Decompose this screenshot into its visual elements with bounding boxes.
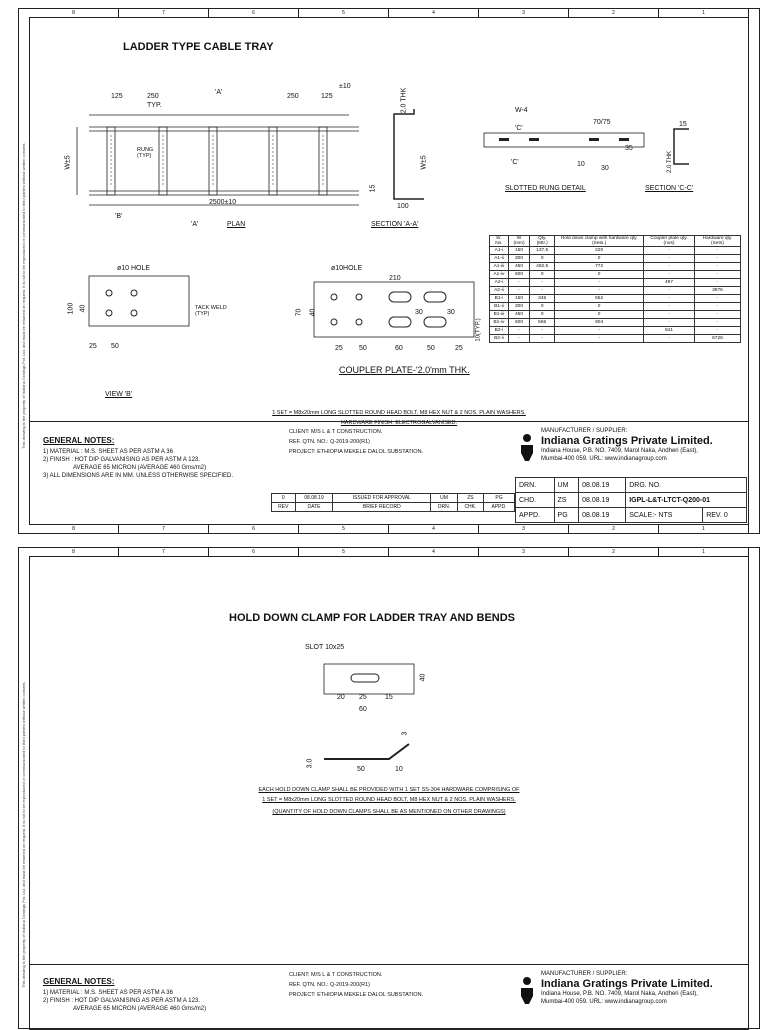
clamp-note-3: (QUANTITY OF HOLD DOWN CLAMPS SHALL BE AS MENTIONED ON OTHER DRAWINGS) bbox=[272, 809, 506, 815]
rev-cell: ISSUED FOR APPROVAL bbox=[333, 494, 431, 503]
bom-cell: 300 bbox=[508, 303, 529, 311]
appd-date: 08.08.19 bbox=[579, 508, 626, 523]
bom-cell: - bbox=[555, 287, 644, 295]
bom-cell: - bbox=[644, 287, 695, 295]
bom-cell: 137.5 bbox=[530, 247, 555, 255]
bom-header: Sr. No. bbox=[490, 236, 509, 247]
bottom-ruler: 8 7 6 5 4 3 2 1 bbox=[29, 524, 749, 533]
view-b-100: 100 bbox=[67, 302, 75, 315]
coupler-50b: 50 bbox=[427, 345, 435, 352]
section-cc-drawing bbox=[659, 124, 699, 174]
bom-row bbox=[490, 255, 741, 263]
note-1: 1) MATERIAL : M.S. SHEET AS PER ASTM A 36 bbox=[43, 990, 173, 996]
bom-cell: - bbox=[644, 335, 695, 343]
company-logo-icon bbox=[519, 976, 535, 1004]
bom-cell: 0 bbox=[555, 311, 644, 319]
bom-cell: 600 bbox=[508, 271, 529, 279]
clamp-thk: 3.0 bbox=[306, 758, 314, 769]
bom-cell: - bbox=[555, 279, 644, 287]
bom-cell: - bbox=[508, 287, 529, 295]
rev-header: CHK. bbox=[457, 503, 483, 512]
bom-cell: - bbox=[644, 319, 695, 327]
company-name: Indiana Gratings Private Limited. bbox=[541, 435, 713, 447]
bom-cell: B1-i bbox=[490, 295, 509, 303]
client-block bbox=[289, 970, 423, 1000]
bom-cell: 220 bbox=[555, 247, 644, 255]
rev-cell: 08.08.19 bbox=[295, 494, 333, 503]
coupler-40: 40 bbox=[309, 308, 317, 317]
rev-cell: PG bbox=[484, 494, 515, 503]
drg-label: DRG. NO. bbox=[626, 478, 747, 493]
bom-cell: B1-iv bbox=[490, 319, 509, 327]
bom-row bbox=[490, 271, 741, 279]
chd-label: CHD. bbox=[516, 493, 555, 508]
bom-cell: - bbox=[694, 279, 740, 287]
side-disclaimer: This drawing is the property of Indiana Gratings Pvt. Ltd. and must be returned on request. It is not to be reproduced or communicated to third parties without written consent. bbox=[21, 681, 26, 988]
dim-125-right: 125 bbox=[321, 93, 333, 100]
section-a-bottom: 'A' bbox=[191, 221, 199, 228]
bom-cell: A1-iii bbox=[490, 263, 509, 271]
section-aa-thk: 2.0 THK bbox=[400, 87, 408, 114]
coupler-30a: 30 bbox=[415, 309, 423, 316]
company-address-1: Indiana House, P.B. NO. 7409, Marol Naka, Andheri (East), bbox=[541, 448, 698, 454]
coupler-typ: 10(TYP.) bbox=[475, 318, 482, 342]
client-name: CLIENT: M/S L & T CONSTRUCTION. bbox=[289, 972, 383, 978]
rev-header: REV bbox=[272, 503, 296, 512]
bom-row bbox=[490, 295, 741, 303]
hardware-note: 1 SET = M8x20mm LONG SLOTTED ROUND HEAD BOLT, M8 HEX NUT & 2 NOS. PLAIN WASHERS. bbox=[272, 410, 526, 416]
rev-header: BRIEF RECORD bbox=[333, 503, 431, 512]
bom-row bbox=[490, 319, 741, 327]
client-ref: REF. QTN. NO.: Q-2019-200(R1) bbox=[289, 439, 370, 445]
view-b-25: 25 bbox=[89, 343, 97, 350]
manufacturer-block bbox=[519, 427, 749, 463]
bom-row bbox=[490, 335, 741, 343]
rev-header: APPD. bbox=[484, 503, 515, 512]
cc-thk: 2.0 THK bbox=[666, 151, 673, 173]
client-name: CLIENT: M/S L & T CONSTRUCTION. bbox=[289, 429, 383, 435]
bom-header: Hold down clamp with hardware qty. (Sets.) bbox=[555, 236, 644, 247]
company-address-2: Mumbai-400 059. URL: www.indianagroup.com bbox=[541, 999, 667, 1005]
top-ruler: 8 7 6 5 4 3 2 1 bbox=[29, 548, 749, 557]
plan-drawing bbox=[59, 87, 379, 237]
bom-cell: - bbox=[530, 287, 555, 295]
bom-cell: - bbox=[694, 327, 740, 335]
bom-header: Qty. (Mtr.) bbox=[530, 236, 555, 247]
dim-250-right: 250 bbox=[287, 93, 299, 100]
bom-cell: 150 bbox=[508, 247, 529, 255]
manufacturer-block bbox=[519, 970, 749, 1006]
clamp-note-1: EACH HOLD DOWN CLAMP SHALL BE PROVIDED WITH 1 SET SS-304 HARDWARE COMPRISING OF bbox=[258, 787, 520, 793]
chd-by: ZS bbox=[554, 493, 579, 508]
rev-header: DATE bbox=[295, 503, 333, 512]
clamp-25: 25 bbox=[359, 694, 367, 701]
title-block-table bbox=[515, 477, 747, 523]
drn-label: DRN. bbox=[516, 478, 555, 493]
clamp-10: 10 bbox=[395, 766, 403, 773]
bom-cell: 450 bbox=[508, 311, 529, 319]
bom-cell: A1-ii bbox=[490, 255, 509, 263]
drawing-sheet-1 bbox=[18, 8, 760, 534]
bom-row bbox=[490, 279, 741, 287]
revision-row bbox=[272, 494, 515, 503]
plan-length: 2500±10 bbox=[209, 199, 237, 206]
plan-width-label: W±5 bbox=[64, 155, 72, 170]
slotted-rung-drawing bbox=[479, 113, 649, 173]
note-2: 2) FINISH : HOT DIP GALVANISING AS PER ASTM A 123. bbox=[43, 998, 200, 1004]
bom-cell: 772 bbox=[555, 263, 644, 271]
rung-c-bottom: 'C' bbox=[511, 159, 519, 166]
rev-cell: ZS bbox=[457, 494, 483, 503]
coupler-70: 70 bbox=[295, 308, 303, 317]
scale: SCALE:- NTS bbox=[626, 508, 703, 523]
rung-c-top: 'C' bbox=[515, 125, 523, 132]
bom-cell: - bbox=[508, 335, 529, 343]
bom-cell: - bbox=[694, 271, 740, 279]
rev-cell: UM bbox=[431, 494, 458, 503]
drawing-sheet-2 bbox=[18, 547, 760, 1029]
bom-cell: 497 bbox=[644, 279, 695, 287]
clamp-40: 40 bbox=[419, 673, 427, 682]
plan-caption: PLAN bbox=[227, 221, 246, 228]
chd-date: 08.08.19 bbox=[579, 493, 626, 508]
bom-cell: - bbox=[530, 279, 555, 287]
side-disclaimer: This drawing is the property of Indiana Gratings Pvt. Ltd. and must be returned on request. It is not to be reproduced or communicated to third parties without written consent. bbox=[21, 142, 26, 449]
bom-cell: 552 bbox=[555, 295, 644, 303]
bom-cell: - bbox=[530, 327, 555, 335]
bom-cell: 0 bbox=[530, 271, 555, 279]
bom-cell: 0 bbox=[530, 303, 555, 311]
bom-cell: 300 bbox=[508, 255, 529, 263]
bom-cell: 450 bbox=[508, 263, 529, 271]
bom-cell: - bbox=[644, 255, 695, 263]
bom-cell: - bbox=[644, 303, 695, 311]
bom-cell: - bbox=[694, 303, 740, 311]
bom-cell: 482.5 bbox=[530, 263, 555, 271]
note-2b: AVERAGE 65 MICRON (AVERAGE 460 Gms/m2) bbox=[73, 465, 207, 471]
view-b-hole: ø10 HOLE bbox=[117, 265, 151, 272]
bom-cell: 0 bbox=[555, 255, 644, 263]
bom-row bbox=[490, 327, 741, 335]
bom-cell: 3976 bbox=[694, 287, 740, 295]
revision-no: REV. 0 bbox=[703, 508, 747, 523]
sheet2-title: HOLD DOWN CLAMP FOR LADDER TRAY AND BENDS bbox=[229, 612, 516, 624]
bom-header-row bbox=[490, 236, 741, 247]
dim-tolerance: ±10 bbox=[339, 83, 351, 90]
company-logo-icon bbox=[519, 433, 535, 461]
general-notes bbox=[43, 437, 273, 480]
coupler-50a: 50 bbox=[359, 345, 367, 352]
clamp-side-drawing bbox=[319, 731, 419, 774]
manufacturer-label: MANUFACTURER / SUPPLIER: bbox=[541, 971, 628, 977]
top-ruler: 8 7 6 5 4 3 2 1 bbox=[29, 9, 749, 18]
bom-table bbox=[489, 235, 741, 343]
view-b-drawing bbox=[79, 271, 199, 351]
bom-header: Coupler plate qty. (nos) bbox=[644, 236, 695, 247]
coupler-30b: 30 bbox=[447, 309, 455, 316]
note-2: 2) FINISH : HOT DIP GALVANISING AS PER ASTM A 123. bbox=[43, 457, 200, 463]
sheet1-title: LADDER TYPE CABLE TRAY bbox=[123, 41, 274, 53]
hardware-finish: HARDWARE FINISH: ELECTROGALVANISED. bbox=[340, 420, 458, 426]
bom-cell: - bbox=[644, 295, 695, 303]
section-aa-100: 100 bbox=[397, 203, 409, 210]
note-1: 1) MATERIAL : M.S. SHEET AS PER ASTM A 36 bbox=[43, 449, 173, 455]
section-aa-caption: SECTION 'A-A' bbox=[371, 221, 419, 228]
appd-by: PG bbox=[554, 508, 579, 523]
bom-cell: B1-ii bbox=[490, 303, 509, 311]
bom-cell: 150 bbox=[508, 295, 529, 303]
bom-cell: - bbox=[694, 311, 740, 319]
clamp-15: 15 bbox=[385, 694, 393, 701]
rev-header: DRN. bbox=[431, 503, 458, 512]
bom-cell: B1-iii bbox=[490, 311, 509, 319]
coupler-60: 60 bbox=[395, 345, 403, 352]
bom-cell: 565 bbox=[530, 319, 555, 327]
bom-cell: 0 bbox=[530, 311, 555, 319]
view-b-weld: TACK WELD (TYP) bbox=[195, 305, 227, 317]
bom-cell: A1-iv bbox=[490, 271, 509, 279]
clamp-plan-drawing bbox=[319, 654, 429, 714]
clamp-50: 50 bbox=[357, 766, 365, 773]
rung-7075: 70/75 bbox=[593, 119, 611, 126]
company-address-1: Indiana House, P.B. NO. 7409, Marol Naka, Andheri (East), bbox=[541, 991, 698, 997]
coupler-25b: 25 bbox=[455, 345, 463, 352]
bom-cell: - bbox=[694, 295, 740, 303]
rung-caption: SLOTTED RUNG DETAIL bbox=[505, 185, 586, 192]
rung-w: W-4 bbox=[515, 107, 528, 114]
view-b-50: 50 bbox=[111, 343, 119, 350]
bom-cell: 0 bbox=[530, 255, 555, 263]
client-project: PROJECT: ETHIOPIA MEKELE DALOL SUBSTATION. bbox=[289, 992, 424, 998]
section-aa-15: 15 bbox=[369, 184, 377, 193]
rung-30: 30 bbox=[601, 165, 609, 172]
manufacturer-label: MANUFACTURER / SUPPLIER: bbox=[541, 428, 628, 434]
note-2b: AVERAGE 65 MICRON (AVERAGE 460 Gms/m2) bbox=[73, 1006, 207, 1012]
dim-typ: TYP. bbox=[147, 102, 162, 109]
general-notes-heading: GENERAL NOTES: bbox=[43, 436, 115, 445]
clamp-20: 20 bbox=[337, 694, 345, 701]
dim-250-left: 250 bbox=[147, 93, 159, 100]
bom-cell: - bbox=[508, 279, 529, 287]
bom-header: W (mm) bbox=[508, 236, 529, 247]
bom-cell: - bbox=[555, 327, 644, 335]
clamp-60: 60 bbox=[359, 706, 367, 713]
bom-cell: - bbox=[694, 319, 740, 327]
general-notes-heading: GENERAL NOTES: bbox=[43, 977, 115, 986]
clamp-3: 3 bbox=[401, 731, 409, 736]
cc-caption: SECTION 'C-C' bbox=[645, 185, 694, 192]
bom-cell: - bbox=[530, 335, 555, 343]
bom-cell: - bbox=[555, 335, 644, 343]
revision-header-row bbox=[272, 503, 515, 512]
drawing-number: IGPL-L&T-LTCT-Q200-01 bbox=[626, 493, 747, 508]
view-b-40: 40 bbox=[79, 304, 87, 313]
coupler-25a: 25 bbox=[335, 345, 343, 352]
bom-header: Hardware qty. (Sets) bbox=[694, 236, 740, 247]
bom-cell: - bbox=[644, 311, 695, 319]
drn-date: 08.08.19 bbox=[579, 478, 626, 493]
bom-cell: 904 bbox=[555, 319, 644, 327]
rung-label: RUNG (TYP) bbox=[137, 147, 154, 159]
bom-cell: 6728 bbox=[694, 335, 740, 343]
bom-cell: - bbox=[644, 247, 695, 255]
bom-cell: 600 bbox=[508, 319, 529, 327]
bom-row bbox=[490, 311, 741, 319]
bom-cell: 841 bbox=[644, 327, 695, 335]
bom-cell: B2-i bbox=[490, 327, 509, 335]
company-address-2: Mumbai-400 059. URL: www.indianagroup.com bbox=[541, 456, 667, 462]
bom-row bbox=[490, 287, 741, 295]
revision-table bbox=[271, 493, 515, 512]
section-aa-width: W±5 bbox=[420, 155, 428, 170]
rev-cell: 0 bbox=[272, 494, 296, 503]
bom-row bbox=[490, 247, 741, 255]
bom-cell: A2-ii bbox=[490, 287, 509, 295]
note-3: 3) ALL DIMENSIONS ARE IN MM. UNLESS OTHERWISE SPECIFIED. bbox=[43, 473, 234, 479]
bom-row bbox=[490, 263, 741, 271]
bom-cell: 0 bbox=[555, 303, 644, 311]
dim-125-left: 125 bbox=[111, 93, 123, 100]
section-b-label: 'B' bbox=[115, 213, 123, 220]
company-name: Indiana Gratings Private Limited. bbox=[541, 978, 713, 990]
bom-cell: B2-ii bbox=[490, 335, 509, 343]
rung-35: 35 bbox=[625, 145, 633, 152]
bom-cell: - bbox=[508, 327, 529, 335]
drn-by: UM bbox=[554, 478, 579, 493]
bom-cell: - bbox=[694, 255, 740, 263]
bom-cell: 0 bbox=[555, 271, 644, 279]
rung-10: 10 bbox=[577, 161, 585, 168]
appd-label: APPD. bbox=[516, 508, 555, 523]
view-b-caption: VIEW 'B' bbox=[105, 391, 133, 398]
client-project: PROJECT: ETHIOPIA MEKELE DALOL SUBSTATION. bbox=[289, 449, 424, 455]
section-a-top: 'A' bbox=[215, 89, 223, 96]
clamp-note-2: 1 SET = M8x20mm LONG SLOTTED ROUND HEAD BOLT, M8 HEX NUT & 2 NOS. PLAIN WASHERS. bbox=[262, 797, 516, 803]
cc-15: 15 bbox=[679, 121, 687, 128]
bom-cell: - bbox=[644, 271, 695, 279]
coupler-210: 210 bbox=[389, 275, 401, 282]
client-block bbox=[289, 427, 423, 457]
bom-cell: - bbox=[694, 263, 740, 271]
coupler-caption: COUPLER PLATE-'2.0'mm THK. bbox=[339, 365, 470, 375]
client-ref: REF. QTN. NO.: Q-2019-200(R1) bbox=[289, 982, 370, 988]
clamp-slot: SLOT 10x25 bbox=[305, 644, 345, 651]
general-notes bbox=[43, 978, 273, 1013]
bom-row bbox=[490, 303, 741, 311]
bom-cell: 345 bbox=[530, 295, 555, 303]
bom-cell: - bbox=[694, 247, 740, 255]
bom-cell: A1-i bbox=[490, 247, 509, 255]
bom-cell: - bbox=[644, 263, 695, 271]
bom-cell: A2-i bbox=[490, 279, 509, 287]
coupler-hole: ø10HOLE bbox=[331, 265, 363, 272]
